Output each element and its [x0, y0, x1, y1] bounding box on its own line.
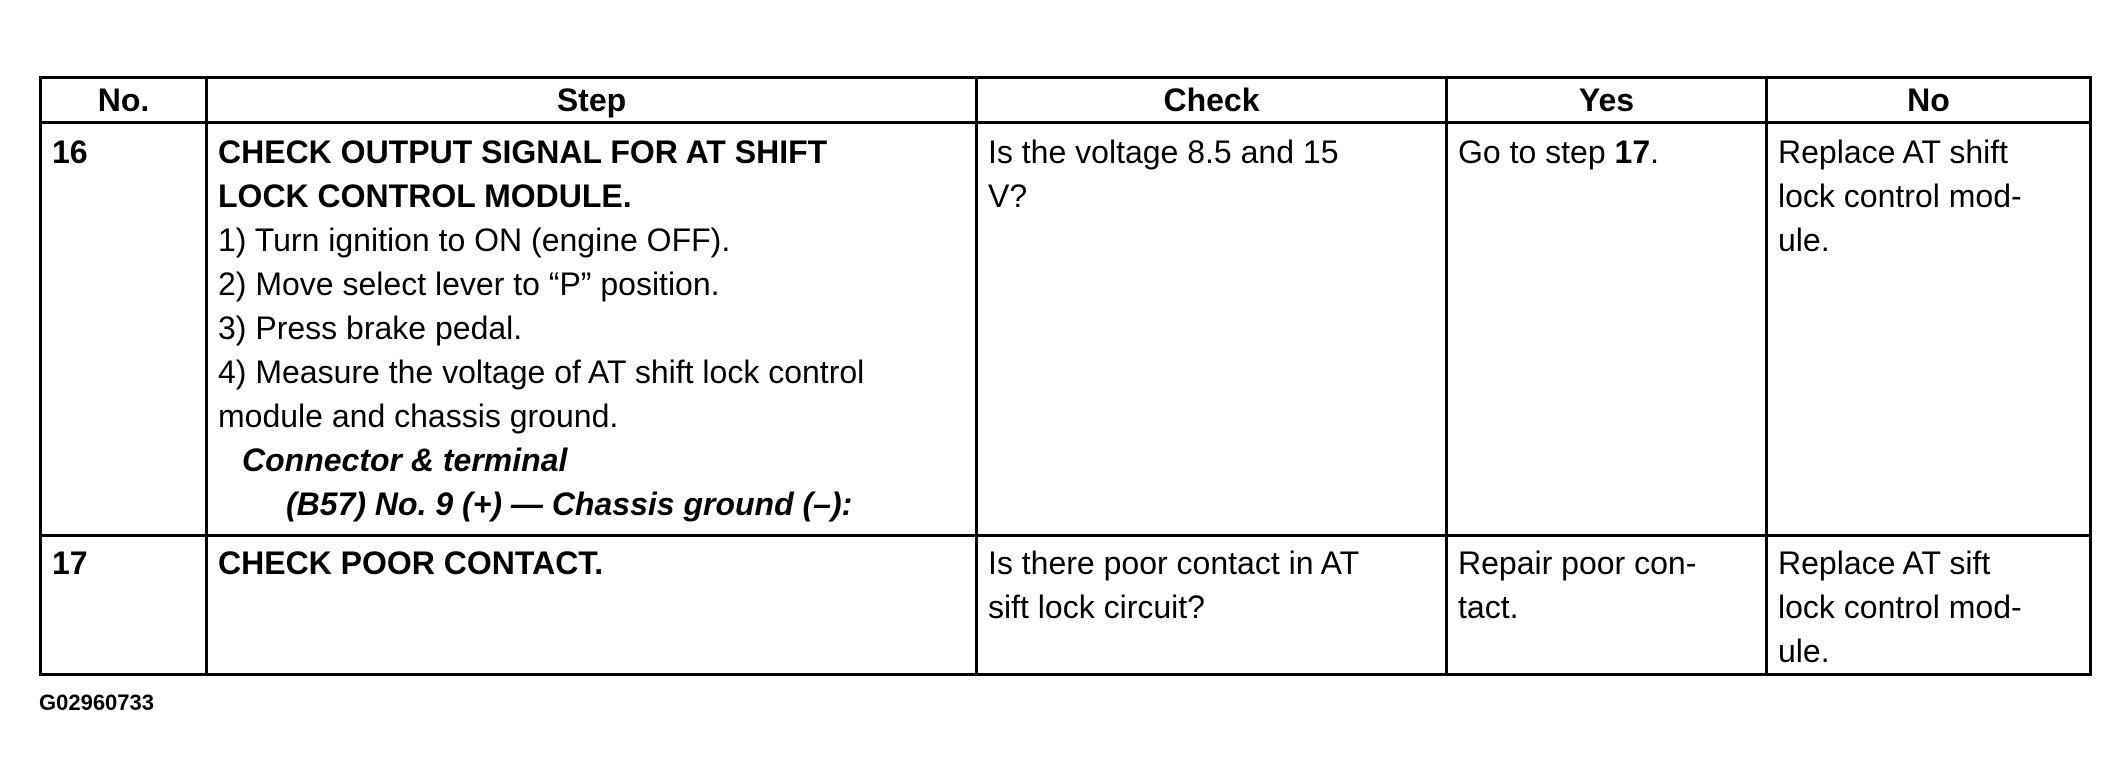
no-line: Replace AT shift: [1778, 134, 2009, 170]
step-instruction: 4) Measure the voltage of AT shift lock control: [218, 354, 865, 390]
step-title-line: CHECK POOR CONTACT.: [218, 545, 604, 581]
diagnostic-table: [39, 76, 2092, 676]
table-row: [41, 536, 2091, 675]
no-cell: [1767, 536, 2091, 675]
header-no: No.: [41, 78, 207, 123]
connector-label: Connector & terminal: [242, 442, 568, 478]
row-number: 16: [41, 123, 207, 536]
check-line: sift lock circuit?: [988, 589, 1205, 625]
step-cell: [207, 536, 977, 675]
yes-cell: [1447, 123, 1767, 536]
table-row: [41, 123, 2091, 536]
step-instruction: module and chassis ground.: [218, 398, 619, 434]
header-no-col: No: [1767, 78, 2091, 123]
table-header-row: [41, 78, 2091, 123]
step-instruction: 3) Press brake pedal.: [218, 310, 523, 346]
no-line: lock control mod-: [1778, 589, 2022, 625]
header-step: Step: [207, 78, 977, 123]
check-line: Is there poor contact in AT: [988, 545, 1360, 581]
no-line: lock control mod-: [1778, 178, 2022, 214]
step-instruction: 1) Turn ignition to ON (engine OFF).: [218, 222, 731, 258]
no-line: ule.: [1778, 633, 1830, 669]
connector-value: (B57) No. 9 (+) — Chassis ground (–):: [286, 486, 853, 522]
yes-text-suffix: .: [1650, 134, 1660, 170]
row-number: 17: [41, 536, 207, 675]
yes-line: tact.: [1458, 589, 1519, 625]
check-line: V?: [988, 178, 1028, 214]
header-check: Check: [977, 78, 1447, 123]
no-line: Replace AT sift: [1778, 545, 1991, 581]
check-cell: [977, 123, 1447, 536]
yes-cell: [1447, 536, 1767, 675]
no-cell: [1767, 123, 2091, 536]
step-title-line: CHECK OUTPUT SIGNAL FOR AT SHIFT: [218, 134, 828, 170]
header-yes: Yes: [1447, 78, 1767, 123]
step-cell: [207, 123, 977, 536]
yes-step-number: 17: [1614, 134, 1651, 170]
figure-code: G02960733: [39, 690, 154, 715]
step-title-line: LOCK CONTROL MODULE.: [218, 178, 632, 214]
yes-text: Go to step: [1458, 134, 1615, 170]
check-line: Is the voltage 8.5 and 15: [988, 134, 1339, 170]
step-instruction: 2) Move select lever to “P” position.: [218, 266, 720, 302]
yes-line: Repair poor con-: [1458, 545, 1697, 581]
no-line: ule.: [1778, 222, 1830, 258]
check-cell: [977, 536, 1447, 675]
